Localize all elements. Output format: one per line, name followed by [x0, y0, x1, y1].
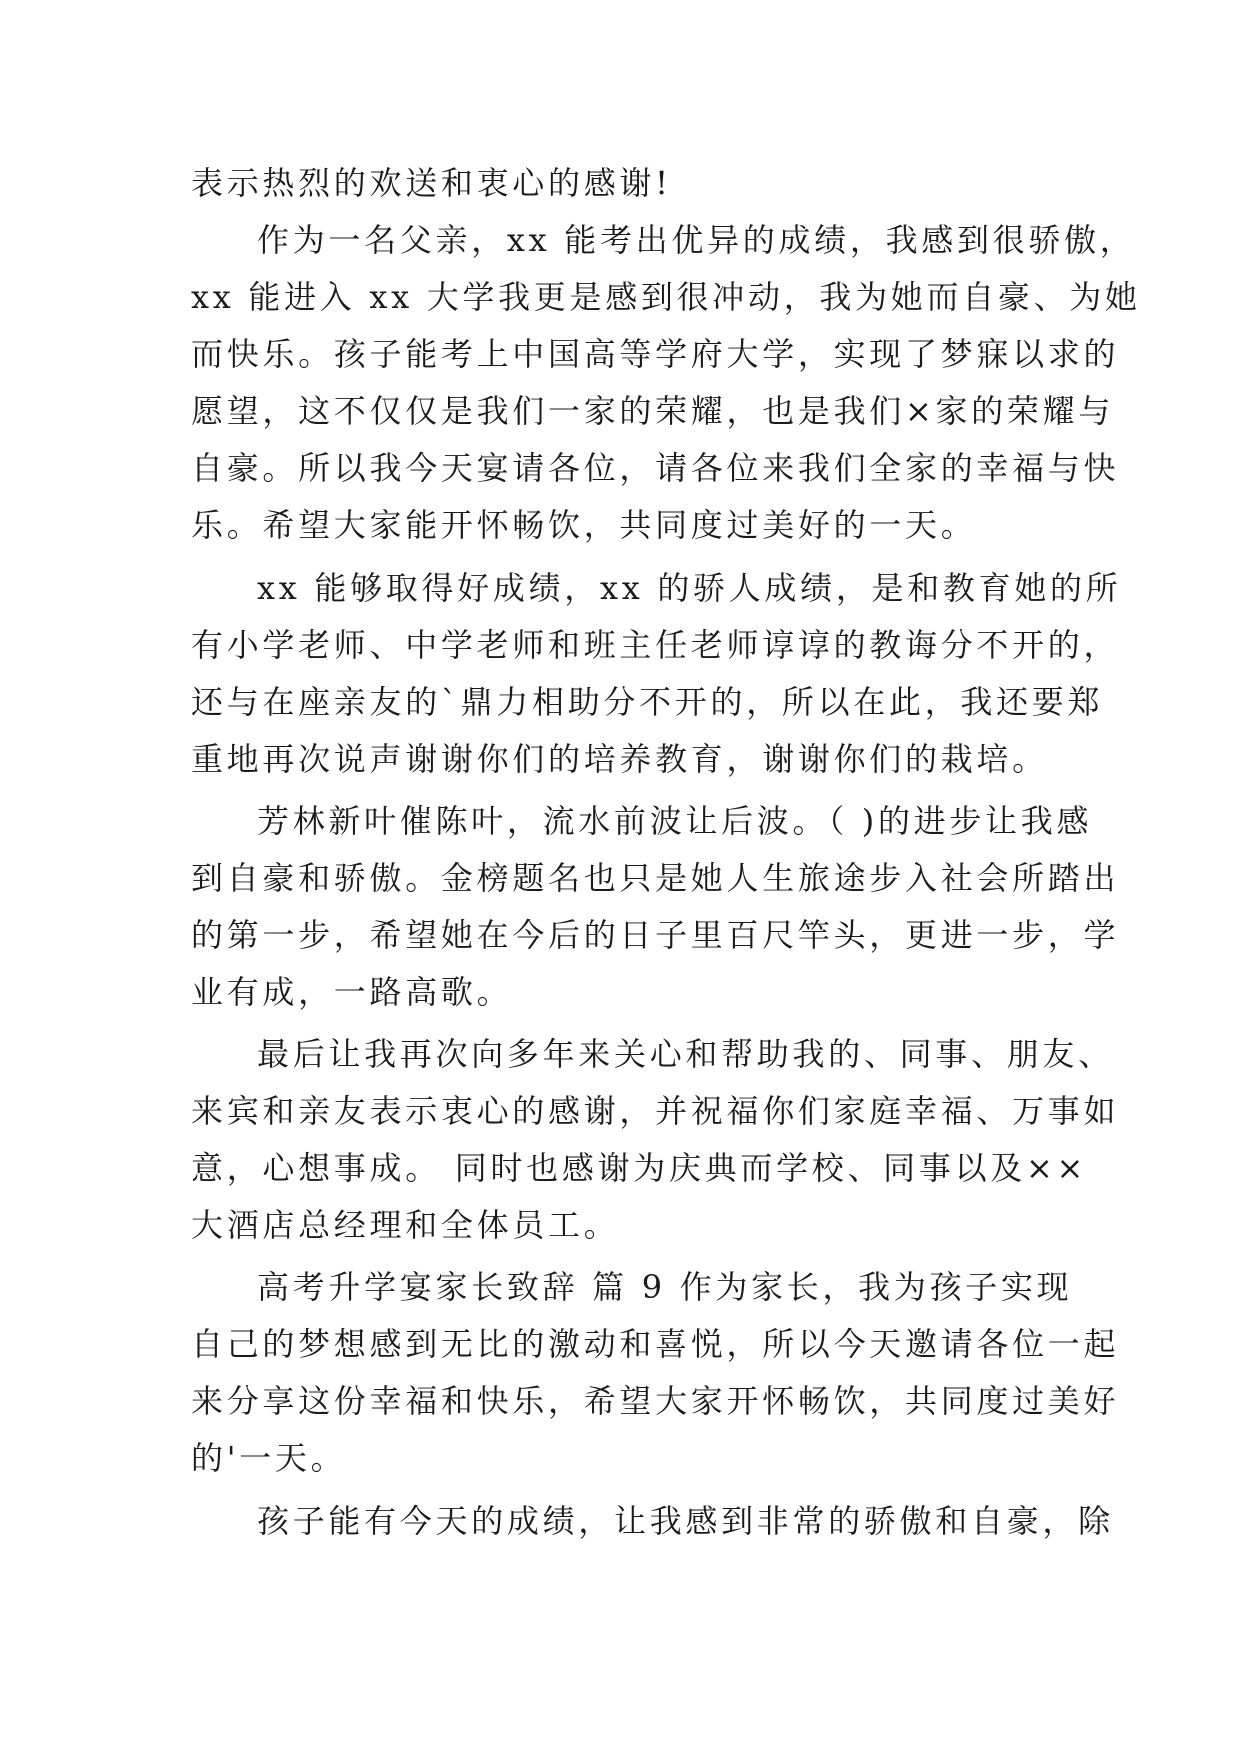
text-line: 高考升学宴家长致辞 篇 9 作为家长，我为孩子实现 — [257, 1268, 1073, 1306]
text-line: 而快乐。孩子能考上中国高等学府大学，实现了梦寐以求的 — [191, 335, 1120, 373]
text-line: 作为一名父亲，xx 能考出优异的成绩，我感到很骄傲， — [257, 221, 1136, 259]
text-line: 重地再次说声谢谢你们的培养教育，谢谢你们的栽培。 — [191, 740, 1048, 778]
text-line: 有小学老师、中学老师和班主任老师谆谆的教诲分不开的， — [191, 626, 1120, 664]
text-line: 芳林新叶催陈叶，流水前波让后波。（ )的进步让我感 — [257, 802, 1093, 840]
text-line: 还与在座亲友的`鼎力相助分不开的，所以在此，我还要郑 — [191, 683, 1104, 721]
text-line: 意，心想事成。 同时也感谢为庆典而学校、同事以及×× — [191, 1149, 1087, 1187]
text-line: 来宾和亲友表示衷心的感谢，并祝福你们家庭幸福、万事如 — [191, 1092, 1120, 1130]
text-line: 的第一步，希望她在今后的日子里百尺竿头，更进一步，学 — [191, 916, 1120, 954]
text-line: 乐。希望大家能开怀畅饮，共同度过美好的一天。 — [191, 506, 977, 544]
text-line: 到自豪和骄傲。金榜题名也只是她人生旅途步入社会所踏出 — [191, 859, 1120, 897]
text-line: 最后让我再次向多年来关心和帮助我的、同事、朋友、 — [257, 1035, 1114, 1073]
text-line: 来分享这份幸福和快乐，希望大家开怀畅饮，共同度过美好 — [191, 1382, 1120, 1420]
text-line: 表示热烈的欢送和衷心的感谢! — [191, 164, 672, 202]
text-line: 的'一天。 — [191, 1439, 347, 1477]
text-line: 孩子能有今天的成绩，让我感到非常的骄傲和自豪，除 — [257, 1502, 1114, 1540]
text-line: 自豪。所以我今天宴请各位，请各位来我们全家的幸福与快 — [191, 449, 1120, 487]
text-line: 大酒店总经理和全体员工。 — [191, 1206, 620, 1244]
text-line: 自己的梦想感到无比的激动和喜悦，所以今天邀请各位一起 — [191, 1325, 1120, 1363]
text-line: xx 能够取得好成绩，xx 的骄人成绩，是和教育她的所 — [257, 569, 1122, 607]
text-line: xx 能进入 xx 大学我更是感到很冲动，我为她而自豪、为她 — [191, 278, 1141, 316]
text-line: 业有成，一路高歌。 — [191, 973, 513, 1011]
text-line: 愿望，这不仅仅是我们一家的荣耀，也是我们×家的荣耀与 — [191, 392, 1115, 430]
